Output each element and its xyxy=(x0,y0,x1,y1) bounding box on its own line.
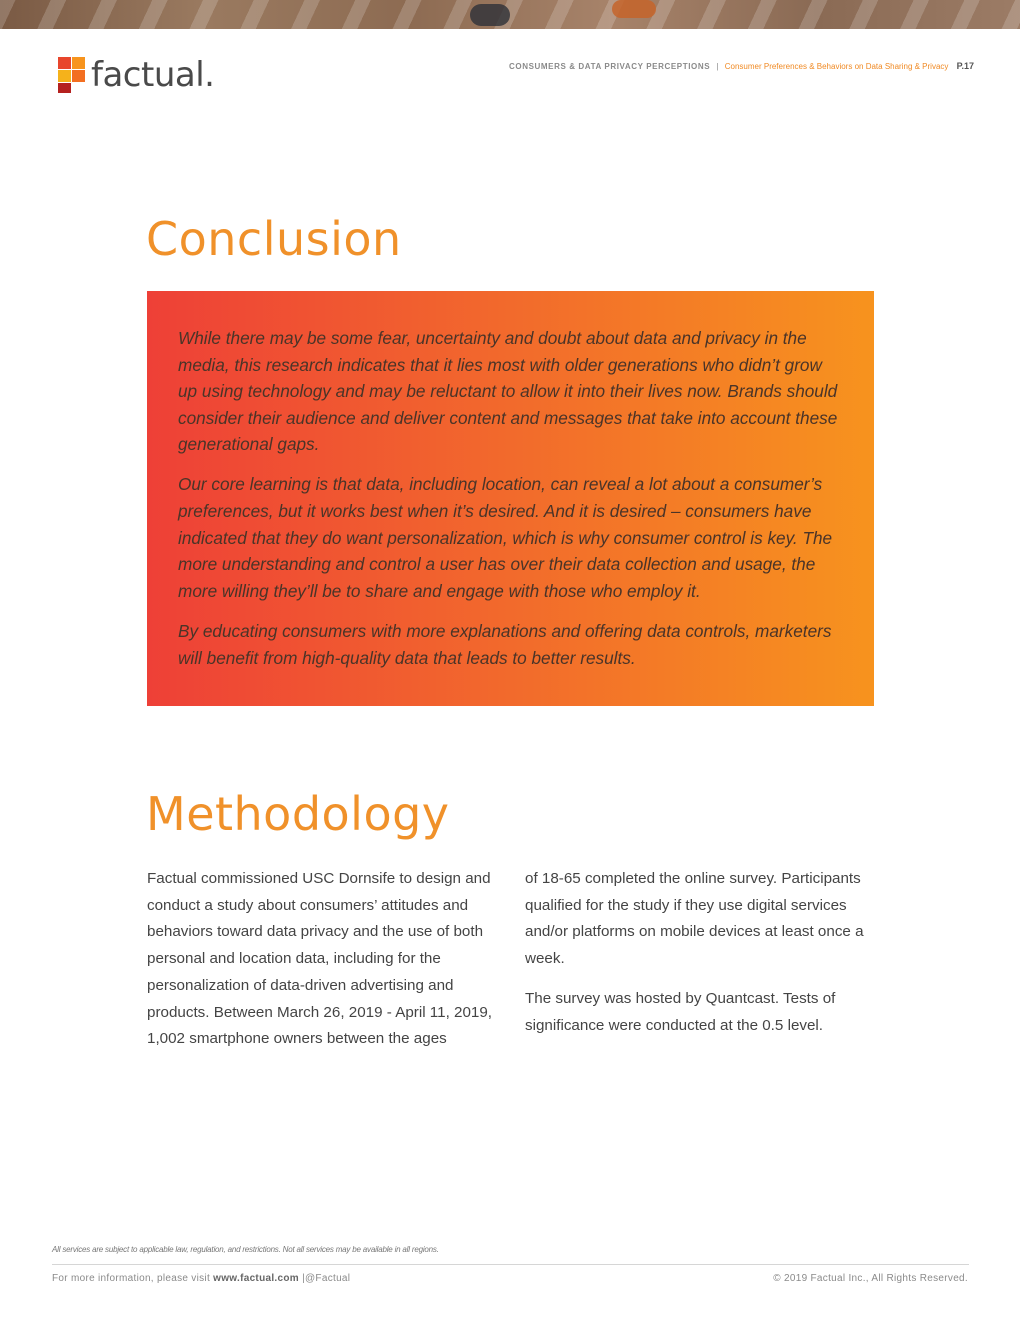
legal-disclaimer: All services are subject to applicable law, regulation, and restrictions. Not all services may be available in all regions. xyxy=(52,1245,439,1254)
pedestrian-shape xyxy=(612,0,656,18)
conclusion-paragraph: By educating consumers with more explanations and offering data controls, marketers will benefit from high-quality data that leads to better results. xyxy=(178,620,832,668)
copyright-notice: © 2019 Factual Inc., All Rights Reserved. xyxy=(773,1273,968,1284)
footer-separator: | xyxy=(302,1273,305,1284)
running-header xyxy=(509,61,974,71)
conclusion-callout xyxy=(147,291,874,706)
header-photo-strip xyxy=(0,0,1020,29)
series-title: CONSUMERS & DATA PRIVACY PERCEPTIONS xyxy=(509,62,711,71)
methodology-paragraph: Factual commissioned USC Dornsife to design and conduct a study about consumers’ attitudes and behaviors toward data privacy and the use of both personal and location data, including for the personalization of data-driven advertising and products. Between March 26, 2019 - April 11, 2019, 1,002 smartphone owners between the ages xyxy=(147,870,493,1048)
section-title: Consumer Preferences & Behaviors on Data Sharing & Privacy xyxy=(724,62,949,71)
footer-divider xyxy=(52,1264,969,1265)
page-number: P.17 xyxy=(956,61,974,71)
methodology-column-right xyxy=(525,866,877,1052)
footer-info xyxy=(52,1273,350,1284)
header-separator: | xyxy=(716,62,719,71)
logo-squares-icon xyxy=(58,57,85,93)
conclusion-paragraph: While there may be some fear, uncertainty and doubt about data and privacy in the media, this research indicates that it lies most with older generations who didn’t grow up using technology and may be reluctant to allow it into their lives now. Brands should consider their audience and deliver content and messages that take into account these generational gaps. xyxy=(178,328,838,455)
factual-logo[interactable] xyxy=(58,57,214,93)
footer-info-prefix: For more information, please visit xyxy=(52,1273,211,1284)
methodology-heading: Methodology xyxy=(146,787,450,841)
methodology-paragraph: of 18-65 completed the online survey. Participants qualified for the study if they use digital services and/or platforms on mobile devices at least once a week. xyxy=(525,870,864,968)
conclusion-paragraph: Our core learning is that data, including location, can reveal a lot about a consumer’s preferences, but it works best when it’s desired. And it is desired – consumers have indicated that they do want personalization, which is why consumer control is key. The more understanding and control a user has over their data collection and usage, the more willing they’ll be to share and engage with those who employ it. xyxy=(178,474,833,601)
twitter-handle-link[interactable]: @Factual xyxy=(304,1273,351,1284)
pedestrian-shape xyxy=(470,4,510,26)
logo-wordmark: factual. xyxy=(91,55,215,95)
methodology-column-left xyxy=(147,866,499,1066)
conclusion-heading: Conclusion xyxy=(146,212,402,266)
website-link[interactable]: www.factual.com xyxy=(213,1273,299,1284)
methodology-paragraph: The survey was hosted by Quantcast. Tests of significance were conducted at the 0.5 level. xyxy=(525,989,836,1034)
